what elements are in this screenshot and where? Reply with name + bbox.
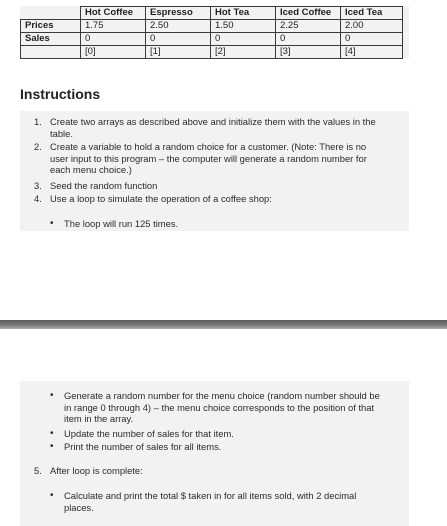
- step-text-line: each menu choice.): [50, 164, 132, 175]
- table-cell: 0: [81, 33, 146, 46]
- table-cell: 0: [341, 33, 403, 46]
- bullet-marker: •: [50, 428, 54, 439]
- column-header: Iced Coffee: [276, 7, 341, 20]
- step-number: 2.: [34, 141, 42, 152]
- row-header: [21, 46, 81, 59]
- bullet-text-line: Update the number of sales for that item.: [64, 428, 234, 439]
- document-page-2: [0, 329, 447, 525]
- table-cell: [1]: [146, 46, 211, 59]
- page-separator: [0, 320, 447, 329]
- step-text-line: After loop is complete:: [50, 465, 143, 476]
- table-cell: 2.50: [146, 20, 211, 33]
- table-cell: 0: [211, 33, 276, 46]
- step-number: 5.: [34, 465, 42, 476]
- table-cell: 2.00: [341, 20, 403, 33]
- step-item: [34, 193, 409, 205]
- bullet-item: [50, 218, 400, 230]
- row-header: Prices: [21, 20, 81, 33]
- bullet-text-line: The loop will run 125 times.: [64, 218, 179, 229]
- step-text-line: user input to this program – the computer will generate a random number for: [50, 152, 367, 164]
- column-header: Iced Tea: [341, 7, 403, 20]
- column-header: Espresso: [146, 7, 211, 20]
- table-cell: [0]: [81, 46, 146, 59]
- step-item: [34, 465, 409, 477]
- table-row-prices: [21, 20, 403, 33]
- bullet-text-line: Generate a random number for the menu choice (random number should be: [64, 390, 380, 401]
- array-table: [20, 6, 403, 59]
- bullet-text-line: Calculate and print the total $ taken in for all items sold, with 2 decimal: [64, 490, 357, 501]
- step-number: 1.: [34, 116, 42, 127]
- step-number: 3.: [34, 180, 42, 191]
- table-cell: [4]: [341, 46, 403, 59]
- step-number: 4.: [34, 193, 42, 204]
- bullet-item: [50, 390, 405, 425]
- table-cell: 0: [146, 33, 211, 46]
- instructions-continued-panel: [20, 381, 409, 526]
- step-item: [34, 180, 409, 192]
- row-header: Sales: [21, 33, 81, 46]
- array-table-panel: [20, 6, 409, 58]
- table-cell: [3]: [276, 46, 341, 59]
- step-item: [34, 141, 409, 176]
- table-cell: [2]: [211, 46, 276, 59]
- bullet-marker: •: [50, 490, 54, 501]
- table-row-sales: [21, 33, 403, 46]
- table-cell: 1.50: [211, 20, 276, 33]
- step-text-line: Create two arrays as described above and initialize them with the values in the: [50, 116, 376, 127]
- table-header-row: [21, 7, 403, 20]
- table-cell: 2.25: [276, 20, 341, 33]
- bullet-item: [50, 441, 405, 453]
- bullet-marker: •: [50, 390, 54, 401]
- bullet-text-line: places.: [64, 501, 94, 513]
- bullet-item: [50, 428, 405, 440]
- table-row-index: [21, 46, 403, 59]
- instructions-heading: Instructions: [20, 86, 101, 102]
- step-text-line: Create a variable to hold a random choice for a customer. (Note: There is no: [50, 141, 367, 152]
- column-header: Hot Coffee: [81, 7, 146, 20]
- bullet-text-line: item in the array.: [64, 413, 134, 424]
- step-text-line: Use a loop to simulate the operation of a coffee shop:: [50, 193, 272, 204]
- bullet-marker: •: [50, 441, 54, 452]
- column-header: Hot Tea: [211, 7, 276, 20]
- step-text-line: Seed the random function: [50, 180, 158, 191]
- bullet-item: [50, 490, 405, 514]
- table-cell: 1.75: [81, 20, 146, 33]
- step-text-line: table.: [50, 127, 73, 139]
- bullet-text-line: Print the number of sales for all items.: [64, 441, 222, 452]
- table-cell: 0: [276, 33, 341, 46]
- instructions-panel: [20, 111, 409, 231]
- bullet-text-line: in range 0 through 4) – the menu choice corresponds to the position of that: [64, 401, 375, 413]
- step-item: [34, 116, 409, 139]
- table-corner-cell: [21, 7, 81, 20]
- bullet-marker: •: [50, 218, 54, 229]
